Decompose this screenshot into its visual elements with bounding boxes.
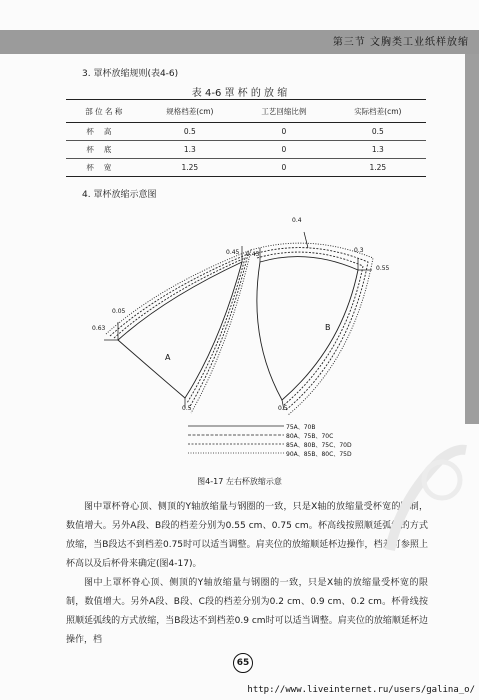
grading-arrows (104, 232, 372, 410)
table-row (66, 123, 426, 141)
table-cell: 杯高 (66, 123, 142, 141)
figure-caption: 图4-17 左右杯放缩示意 (197, 477, 282, 486)
section-heading-4: 4. 罩杯放缩示意图 (82, 190, 157, 200)
table-row (66, 141, 426, 159)
label-a-bottom: 0.5 (182, 405, 192, 412)
legend-item: 80A、75B、70C (286, 433, 334, 440)
label-b-bottom: 0.5 (278, 405, 288, 412)
label-a-left-05: 0.05 (112, 308, 126, 315)
column-header: 工艺回缩比例 (238, 100, 330, 123)
legend-item: 75A、70B (286, 424, 316, 431)
label-piece-a: A (165, 353, 171, 362)
table-cell: 杯宽 (66, 159, 142, 177)
label-b-top-04: 0.4 (292, 217, 302, 224)
cup-grading-diagram (70, 217, 410, 478)
column-header: 实际档差(cm) (330, 100, 426, 123)
table-cell: 0 (238, 159, 330, 177)
table-cell: 杯底 (66, 141, 142, 159)
table-cell: 1.3 (142, 141, 238, 159)
column-header: 规格档差(cm) (142, 100, 238, 123)
cup-piece-b (251, 243, 373, 415)
label-b-top-03: 0.3 (354, 247, 364, 254)
label-piece-b: B (325, 323, 331, 332)
cup-piece-a (106, 250, 251, 413)
table-caption: 表 4-6 罩 杯 的 放 缩 (191, 88, 288, 99)
table-cell: 0.5 (142, 123, 238, 141)
legend-item: 85A、80B、75C、70D (286, 442, 352, 449)
table-cell: 1.25 (142, 159, 238, 177)
body-paragraph: 图中罩杯脊心顶、侧顶的Y轴放缩量与钢圈的一致，只是X轴的放缩量受杯宽的限制，数值增大。另外A段、B段的档差分别为0.55 cm、0.75 cm。杯高线按照顺延弧线的方式放缩，当B段达不到档差0.75时可以适当调整。肩夹位的放缩顺延杯边操作，档差可参照上杯高以及后杯骨来确定(图4-17)。 (66, 502, 428, 569)
side-tab-strip (465, 54, 479, 424)
label-a-top: 0.45 (226, 249, 240, 256)
table-cell: 0.5 (330, 123, 426, 141)
table-cell: 1.25 (330, 159, 426, 177)
table-header-row (66, 100, 426, 123)
grading-table (66, 99, 426, 177)
legend-item: 90A、85B、80C、75D (286, 451, 352, 458)
watermark-graphic (380, 440, 470, 560)
table-row (66, 159, 426, 177)
body-paragraph: 图中上罩杯脊心顶、侧顶的Y轴放缩量与钢圈的一致，只是X轴的放缩量受杯宽的限制，数值增大。另外A段、B段、C段的档差分别为0.2 cm、0.9 cm、0.2 cm。杯骨线按照顺延弧线的方式放缩，当B段达不到档差0.9 cm时可以适当调整。肩夹位的放缩顺延杯边操作，档 (66, 578, 428, 645)
table-cell: 1.3 (330, 141, 426, 159)
source-url[interactable]: http://www.liveinternet.ru/users/galina_o/ (247, 685, 475, 695)
page-number: 65 (233, 653, 253, 673)
size-legend-lines (188, 426, 284, 453)
table-cell: 0 (238, 123, 330, 141)
label-b-right-055: 0.55 (376, 265, 390, 272)
section-heading-3: 3. 罩杯放缩规则(表4-6) (82, 69, 179, 79)
column-header: 部 位 名 称 (66, 100, 142, 123)
label-b-top-045: 0.45 (246, 251, 260, 258)
label-a-left-063: 0.63 (92, 325, 106, 332)
table-cell: 0 (238, 141, 330, 159)
running-header: 第三节 文胸类工业纸样放缩 (332, 37, 469, 48)
